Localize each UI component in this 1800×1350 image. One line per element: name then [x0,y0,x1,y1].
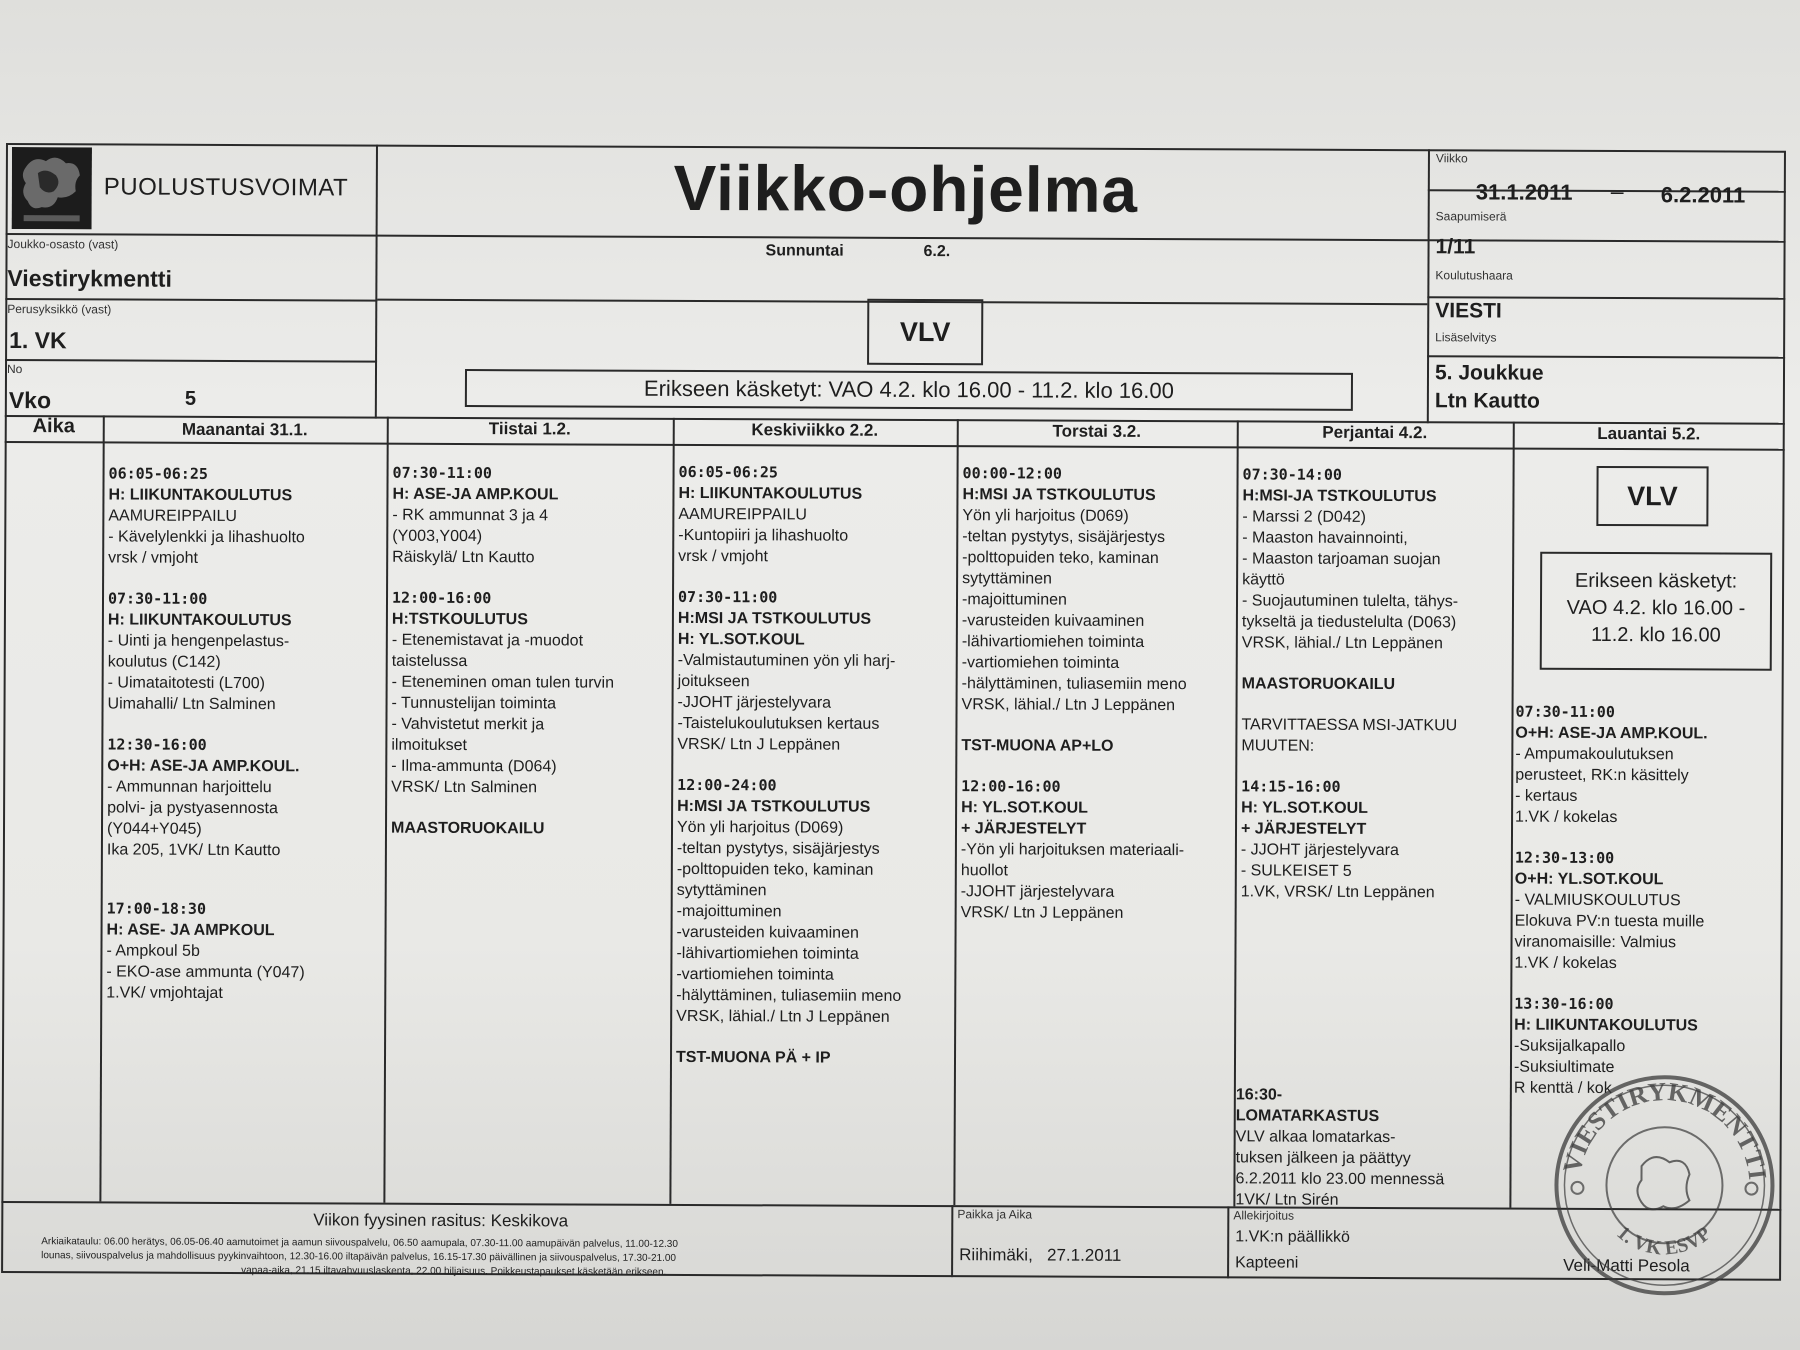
friday-event: 14:15-16:00 H: YL.SOT.KOUL + JÄRJESTELYT - JJOHT järjestelyvara - SULKEISET 5 1.VK, VRSK/ Ltn Leppänen [1240,777,1435,902]
notice-box: Erikseen käsketyt: VAO 4.2. klo 16.00 - 11.2. klo 16.00 [465,369,1353,411]
thursday-field-ration: TST-MUONA AP+LO [961,737,1114,755]
svg-text:1. VK ESVP: 1. VK ESVP [1612,1221,1716,1260]
saturday-column [1514,702,1708,1120]
col-header-saturday: Lauantai 5.2. [1597,423,1701,444]
week-label: Viikko [1435,151,1468,166]
signer-name: Veli-Matti Pesola [1563,1255,1690,1276]
monday-event: 17:00-18:30 H: ASE- JA AMPKOUL - Ampkoul 5b - EKO-ase ammunta (Y047) 1.VK/ vmjohtajat [106,899,305,1002]
saturday-notice-box: Erikseen käsketyt: VAO 4.2. klo 16.00 - 11.2. klo 16.00 [1540,552,1773,671]
branch-value: VIESTI [1435,299,1502,323]
thursday-event: 12:00-16:00 H: YL.SOT.KOUL + JÄRJESTELYT -Yön yli harjoituksen materiaali- huollot -JJOHT järjestelyvara VRSK/ Ltn J Leppänen [960,777,1185,922]
col-header-aika: Aika [32,415,75,438]
extra-line1: 5. Joukkue [1434,361,1544,385]
monday-event: 12:30-16:00 O+H: ASE-JA AMP.KOUL. - Ammunnan harjoittelu polvi- ja pystyasennosta (Y044+Y045) Ika 205, 1VK/ Ltn Kautto [106,735,300,860]
col-header-tuesday: Tiistai 1.2. [488,419,571,439]
thursday-event: 00:00-12:00 H:MSI JA TSTKOULUTUS Yön yli harjoitus (D069) -teltan pystytys, sisäjärjestys -polttopuiden teko, kaminan sytyttäminen -majoittuminen -varusteiden kuivaaminen -lähivartiomiehen toiminta -vartiomiehen toiminta -hälyttäminen, tuliasemiin meno VRSK, lähial./ Ltn J Leppänen [961,464,1187,715]
tuesday-field-meal: MAASTORUOKAILU [390,819,545,838]
arrival-value: 1/11 [1435,235,1476,259]
vlv-box: VLV [867,299,983,366]
saturday-event: 12:30-13:00 O+H: YL.SOT.KOUL - VALMIUSKOULUTUS Elokuva PV:n tuesta muille viranomaisille: Valmius 1.VK / kokelas [1514,848,1705,973]
wednesday-field-ration: TST-MUONA PÄ + IP [675,1048,831,1067]
saturday-event: 07:30-11:00 O+H: ASE-JA AMP.KOUL. - Ampumakoulutuksen perusteet, RK:n käsittely - kertaus 1.VK / kokelas [1515,702,1708,827]
saturday-event: 13:30-16:00 H: LIIKUNTAKOULUTUS -Suksijalkapallo -Suksiultimate R kenttä / kok [1513,994,1698,1098]
place-label: Paikka ja Aika [957,1207,1033,1222]
tuesday-event: 12:00-16:00 H:TSTKOULUTUS - Etenemistavat ja -muodot taistelussa - Eteneminen oman tulen turvin - Tunnustelijan toiminta - Vahvistetut merkit ja ilmoitukset - Ilma-ammunta (D064) VRSK/ Ltn Salminen [391,588,615,797]
extra-line2: Ltn Kautto [1434,389,1540,413]
friday-leave-inspection: 16:30- LOMATARKASTUS VLV alkaa lomatarkas- tuksen jälkeen ja päättyy 6.2.2011 klo 23.00 mennessä 1VK/ Ltn Sirén [1235,1086,1445,1209]
page-title: Viikko-ohjelma [673,151,1139,226]
tuesday-column [391,463,615,860]
col-header-friday: Perjantai 4.2. [1322,422,1428,443]
col-header-wednesday: Keskiviikko 2.2. [751,420,879,440]
friday-column [1241,464,1459,923]
col-header-thursday: Torstai 3.2. [1052,421,1142,441]
branch-label: Koulutushaara [1435,268,1513,283]
no-label: No [6,362,23,377]
unit-label: Joukko-osasto (vast) [7,237,119,252]
weekly-schedule-form [1,143,1786,1281]
signature-label: Allekirjoitus [1233,1208,1295,1223]
monday-event: 06:05-06:25 H: LIIKUNTAKOULUTUS AAMUREIPPAILU - Kävelylenkki ja lihashuolto vrsk / vmjoht [108,464,305,567]
unit-stamp [1549,1070,1780,1301]
subunit-value: 1. VK [9,327,67,354]
unit-value: Viestirykmentti [7,265,172,292]
physical-load: Viikon fyysinen rasitus: Keskikova [313,1210,569,1231]
tuesday-event: 07:30-11:00 H: ASE-JA AMP.KOUL - RK ammunnat 3 ja 4 (Y003,Y004) Räiskylä/ Ltn Kautto [392,463,559,567]
sunday-label: Sunnuntai [765,242,844,260]
saturday-vlv-box: VLV [1596,466,1708,526]
daily-schedule: Arkiaikataulu: 06.00 herätys, 06.05-06.40 aamutoimet ja aamun siivouspalvelu, 06.50 aamupala, 07.30-11.00 aamupäivän palvelus, 11.00-12.30 lounas, siivouspalvelus ja mahdollisuus pyykinvaihtoon, 12.30-16.00 iltapäivän palvelus, 16.15-17.30 päivällinen ja siivouspalvelus, 17.30-21.00 vapaa-aika, 21.15 iltavahvuuslaskenta, 22.00 hiljaisuus. Poikkeustapaukset käsketään erikseen. [41,1236,678,1278]
place-date: Riihimäki, 27.1.2011 [959,1245,1122,1265]
wednesday-event: 07:30-11:00 H:MSI JA TSTKOULUTUS H: YL.SOT.KOUL -Valmistautuminen yön yli harj- joitukseen -JJOHT järjestelyvara -Taistelukoulutuksen kertaus VRSK/ Ltn J Leppänen [677,587,896,754]
monday-event: 07:30-11:00 H: LIIKUNTAKOULUTUS - Uinti ja hengenpelastus- koulutus (C142) - Uimataitotesti (L700) Uimahalli/ Ltn Salminen [107,589,292,714]
wednesday-event: 06:05-06:25 H: LIIKUNTAKOULUTUS AAMUREIPPAILU -Kuntopiiri ja lihashuolto vrsk / vmjoht [678,462,863,566]
friday-field-meal: MAASTORUOKAILU [1241,675,1396,694]
thursday-column [961,463,1188,944]
week-dash: – [1610,178,1624,205]
arrival-label: Saapumiserä [1435,209,1507,224]
monday-column [106,463,307,1024]
wednesday-column [676,462,904,1089]
crest-logo [12,147,92,229]
svg-text:VIESTIRYKMENTTI: VIESTIRYKMENTTI [1557,1076,1773,1182]
col-header-monday: Maanantai 31.1. [181,419,308,440]
vko-value: 5 [184,387,197,410]
sunday-date: 6.2. [923,243,951,261]
wednesday-event: 12:00-24:00 H:MSI JA TSTKOULUTUS Yön yli harjoitus (D069) -teltan pystytys, sisäjärjestys -polttopuiden teko, kaminan sytyttäminen -majoittuminen -varusteiden kuivaaminen -lähivartiomiehen toiminta -vartiomiehen toiminta -hälyttäminen, tuliasemiin meno VRSK, lähial./ Ltn J Leppänen [676,775,902,1026]
subunit-label: Perusyksikkö (vast) [7,302,112,317]
extra-label: Lisäselvitys [1435,330,1497,345]
organization-name: PUOLUSTUSVOIMAT [103,173,349,202]
vko-label: Vko [8,387,52,414]
signer-rank: Kapteeni [1235,1254,1299,1272]
friday-event: 07:30-14:00 H:MSI-JA TSTKOULUTUS - Marssi 2 (D042) - Maaston havainnointi, - Maaston tarjoaman suojan käyttö - Suojautuminen tulelta, tähys- tykseltä ja tiedustelulta (D063) VRSK, lähial./ Ltn Leppänen [1241,465,1459,653]
week-start: 31.1.2011 [1475,179,1573,205]
signer-title: 1.VK:n päällikkö [1235,1228,1351,1246]
friday-conditional-note: TARVITTAESSA MSI-JATKUU MUUTEN: [1241,716,1458,755]
week-end: 6.2.2011 [1660,182,1746,208]
